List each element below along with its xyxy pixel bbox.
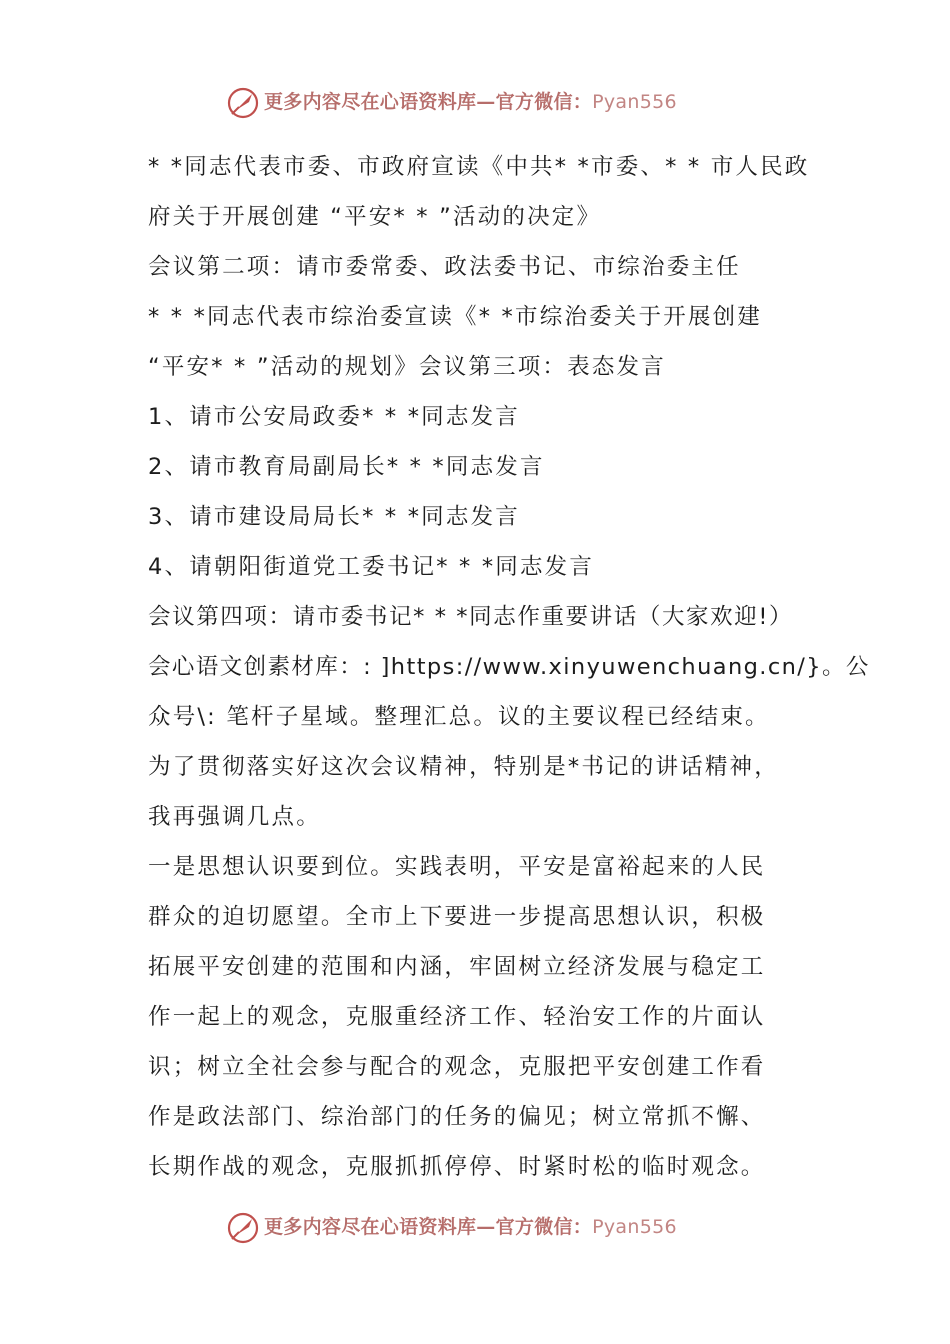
footer-banner bbox=[0, 1207, 950, 1247]
body-line: 群众的迫切愿望。全市上下要进一步提高思想认识，积极 bbox=[148, 904, 766, 930]
body-line: 作是政法部门、综治部门的任务的偏见；树立常抓不懈、 bbox=[148, 1104, 766, 1130]
body-line: 作一起上的观念，克服重经济工作、轻治安工作的片面认 bbox=[148, 1004, 766, 1030]
body-line: “平安* * ”活动的规划》会议第三项：表态发言 bbox=[148, 354, 666, 380]
body-line: 会议第四项：请市委书记* * *同志作重要讲话（大家欢迎!） bbox=[148, 604, 794, 630]
banner-text bbox=[264, 1215, 677, 1239]
body-line: 识；树立全社会参与配合的观念，克服把平安创建工作看 bbox=[148, 1054, 766, 1080]
body-line: 府关于开展创建 “平安* * ”活动的决定》 bbox=[148, 204, 602, 230]
list-item: 4、请朝阳街道党工委书记* * *同志发言 bbox=[148, 554, 595, 580]
body-line: * *同志代表市委、市政府宣读《中共* *市委、* * 市人民政 bbox=[148, 154, 810, 180]
header-banner bbox=[0, 82, 950, 122]
body-line: 拓展平安创建的范围和内涵，牢固树立经济发展与稳定工 bbox=[148, 954, 766, 980]
body-line: 会议第二项：请市委常委、政法委书记、市综治委主任 bbox=[148, 254, 741, 280]
banner-text bbox=[264, 90, 677, 114]
body-line: 众号\: 笔杆子星域。整理汇总。议的主要议程已经结束。 bbox=[148, 704, 770, 730]
banner-wechat-id: Pyan556 bbox=[592, 1216, 677, 1238]
body-line: 会心语文创素材库：: ]https://www.xinyuwenchuang.cn/}。公 bbox=[148, 654, 870, 680]
banner-label: 更多内容尽在心语资料库—官方微信： bbox=[264, 1216, 593, 1238]
body-line: * * *同志代表市综治委宣读《* *市综治委关于开展创建 bbox=[148, 304, 763, 330]
body-line: 我再强调几点。 bbox=[148, 804, 321, 830]
banner-wechat-id: Pyan556 bbox=[592, 91, 677, 113]
list-item: 2、请市教育局副局长* * *同志发言 bbox=[148, 454, 545, 480]
list-item: 1、请市公安局政委* * *同志发言 bbox=[148, 404, 520, 430]
body-line: 长期作战的观念，克服抓抓停停、时紧时松的临时观念。 bbox=[148, 1154, 766, 1180]
body-line: 一是思想认识要到位。实践表明，平安是富裕起来的人民 bbox=[148, 854, 766, 880]
quill-logo-icon bbox=[226, 1211, 260, 1245]
body-line: 为了贯彻落实好这次会议精神，特别是*书记的讲话精神， bbox=[148, 754, 779, 780]
banner-label: 更多内容尽在心语资料库—官方微信： bbox=[264, 91, 593, 113]
quill-logo-icon bbox=[226, 86, 260, 120]
list-item: 3、请市建设局局长* * *同志发言 bbox=[148, 504, 520, 530]
